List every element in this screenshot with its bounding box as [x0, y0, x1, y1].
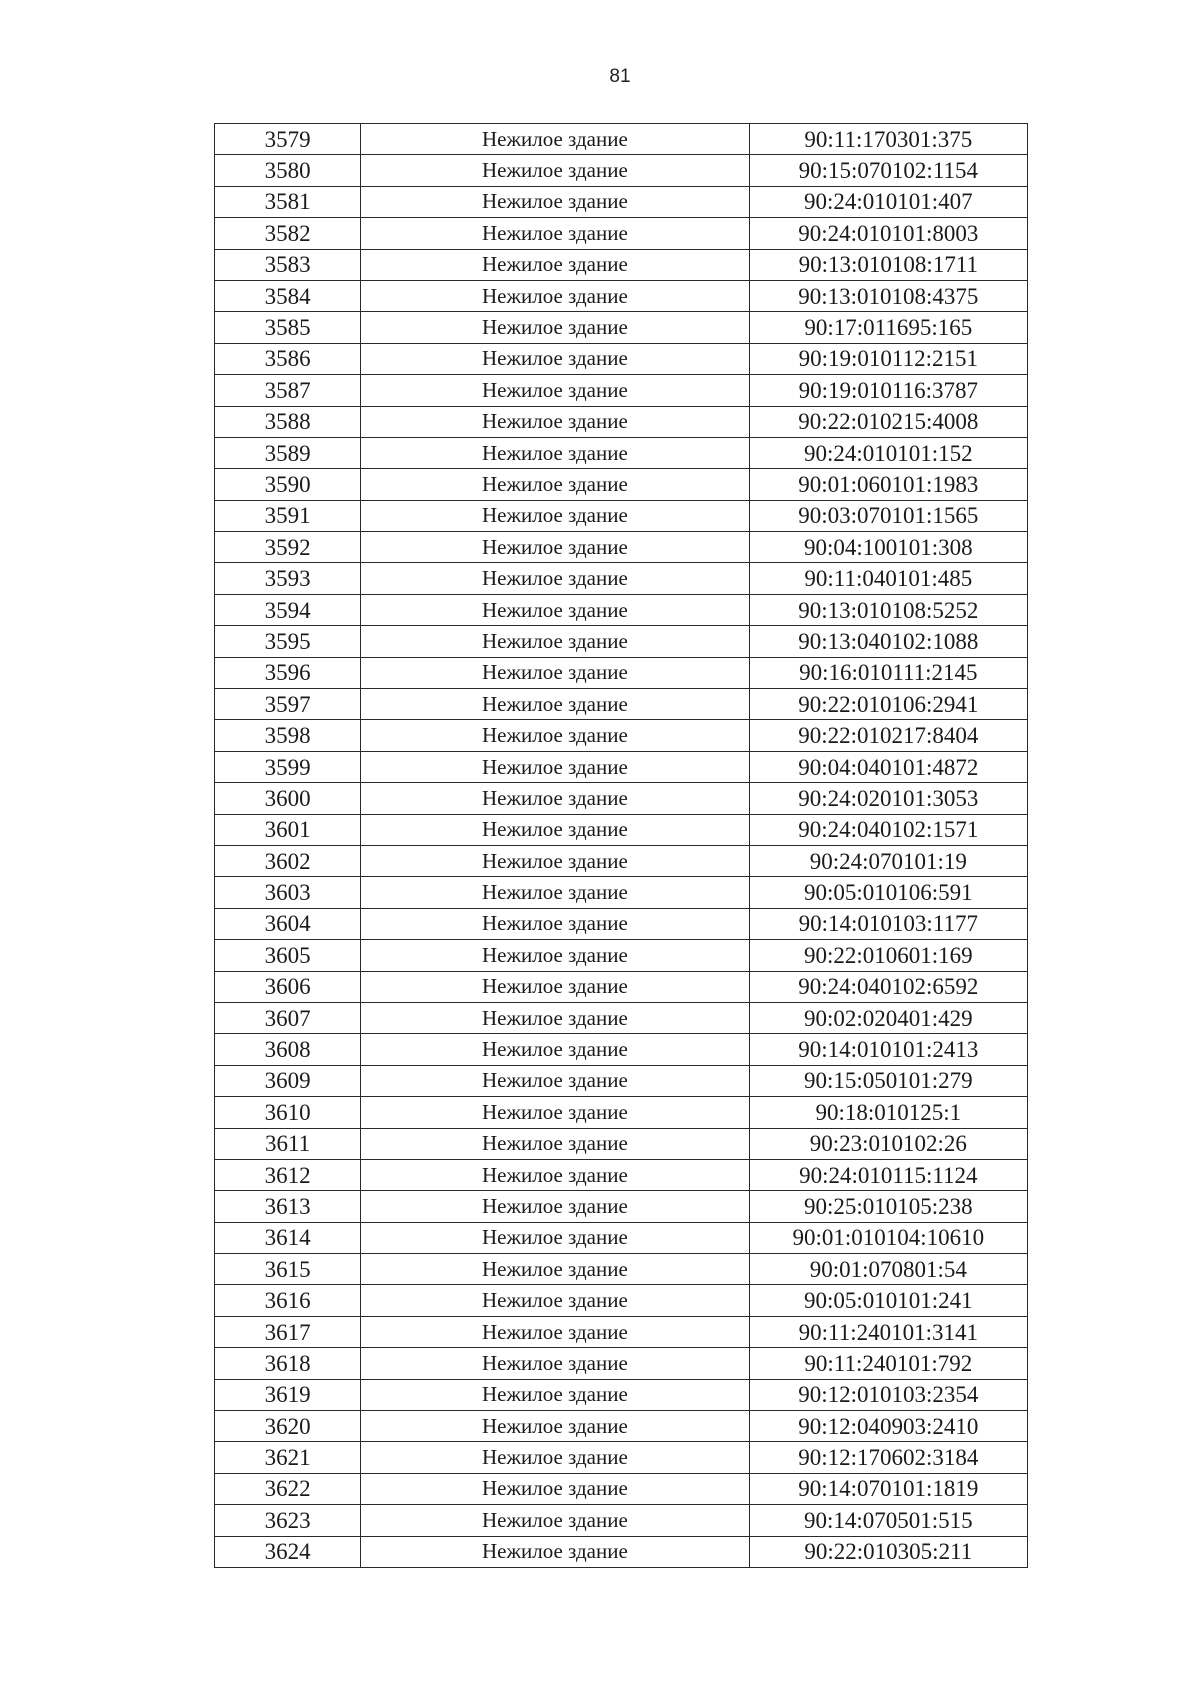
table-row — [215, 720, 1028, 751]
object-type-cell: Нежилое здание — [361, 594, 749, 625]
table-row — [215, 940, 1028, 971]
row-number-cell: 3580 — [215, 155, 361, 186]
object-type-cell: Нежилое здание — [361, 1254, 749, 1285]
row-number-cell: 3607 — [215, 1002, 361, 1033]
cadastral-number-cell: 90:16:010111:2145 — [749, 657, 1027, 688]
cadastral-number-cell: 90:24:040102:6592 — [749, 971, 1027, 1002]
table-row — [215, 1097, 1028, 1128]
table-row — [215, 657, 1028, 688]
row-number-cell: 3620 — [215, 1411, 361, 1442]
table-row — [215, 1159, 1028, 1190]
cadastral-number-cell: 90:24:010101:8003 — [749, 218, 1027, 249]
table-row — [215, 1473, 1028, 1504]
table-row — [215, 1536, 1028, 1567]
table-row — [215, 312, 1028, 343]
table-row — [215, 1505, 1028, 1536]
cadastral-number-cell: 90:14:070501:515 — [749, 1505, 1027, 1536]
page-number: 81 — [609, 66, 631, 87]
cadastral-number-cell: 90:11:170301:375 — [749, 124, 1027, 155]
table-row — [215, 124, 1028, 155]
row-number-cell: 3596 — [215, 657, 361, 688]
object-type-cell: Нежилое здание — [361, 689, 749, 720]
table-row — [215, 437, 1028, 468]
object-type-cell: Нежилое здание — [361, 469, 749, 500]
object-type-cell: Нежилое здание — [361, 845, 749, 876]
object-type-cell: Нежилое здание — [361, 657, 749, 688]
cadastral-number-cell: 90:11:040101:485 — [749, 563, 1027, 594]
registry-table — [214, 123, 1028, 1568]
cadastral-number-cell: 90:15:050101:279 — [749, 1065, 1027, 1096]
cadastral-number-cell: 90:24:010101:152 — [749, 437, 1027, 468]
object-type-cell: Нежилое здание — [361, 1379, 749, 1410]
row-number-cell: 3622 — [215, 1473, 361, 1504]
row-number-cell: 3616 — [215, 1285, 361, 1316]
row-number-cell: 3595 — [215, 626, 361, 657]
cadastral-number-cell: 90:14:010101:2413 — [749, 1034, 1027, 1065]
object-type-cell: Нежилое здание — [361, 155, 749, 186]
table-row — [215, 1442, 1028, 1473]
row-number-cell: 3582 — [215, 218, 361, 249]
object-type-cell: Нежилое здание — [361, 626, 749, 657]
row-number-cell: 3593 — [215, 563, 361, 594]
table-row — [215, 1379, 1028, 1410]
object-type-cell: Нежилое здание — [361, 1442, 749, 1473]
cadastral-number-cell: 90:22:010601:169 — [749, 940, 1027, 971]
object-type-cell: Нежилое здание — [361, 375, 749, 406]
cadastral-number-cell: 90:22:010217:8404 — [749, 720, 1027, 751]
table-row — [215, 1285, 1028, 1316]
object-type-cell: Нежилое здание — [361, 1505, 749, 1536]
row-number-cell: 3585 — [215, 312, 361, 343]
row-number-cell: 3609 — [215, 1065, 361, 1096]
row-number-cell: 3587 — [215, 375, 361, 406]
row-number-cell: 3590 — [215, 469, 361, 500]
registry-table-body — [215, 124, 1028, 1568]
cadastral-number-cell: 90:18:010125:1 — [749, 1097, 1027, 1128]
object-type-cell: Нежилое здание — [361, 1473, 749, 1504]
cadastral-number-cell: 90:17:011695:165 — [749, 312, 1027, 343]
cadastral-number-cell: 90:01:070801:54 — [749, 1254, 1027, 1285]
cadastral-number-cell: 90:11:240101:3141 — [749, 1316, 1027, 1347]
cadastral-number-cell: 90:12:010103:2354 — [749, 1379, 1027, 1410]
cadastral-number-cell: 90:24:010101:407 — [749, 186, 1027, 217]
table-row — [215, 406, 1028, 437]
row-number-cell: 3598 — [215, 720, 361, 751]
table-row — [215, 814, 1028, 845]
cadastral-number-cell: 90:12:040903:2410 — [749, 1411, 1027, 1442]
row-number-cell: 3612 — [215, 1159, 361, 1190]
table-row — [215, 1065, 1028, 1096]
row-number-cell: 3594 — [215, 594, 361, 625]
object-type-cell: Нежилое здание — [361, 720, 749, 751]
object-type-cell: Нежилое здание — [361, 1128, 749, 1159]
table-row — [215, 971, 1028, 1002]
table-row — [215, 908, 1028, 939]
cadastral-number-cell: 90:03:070101:1565 — [749, 500, 1027, 531]
object-type-cell: Нежилое здание — [361, 877, 749, 908]
row-number-cell: 3591 — [215, 500, 361, 531]
object-type-cell: Нежилое здание — [361, 532, 749, 563]
table-row — [215, 1348, 1028, 1379]
table-row — [215, 532, 1028, 563]
cadastral-number-cell: 90:23:010102:26 — [749, 1128, 1027, 1159]
table-row — [215, 1002, 1028, 1033]
cadastral-number-cell: 90:05:010101:241 — [749, 1285, 1027, 1316]
object-type-cell: Нежилое здание — [361, 1097, 749, 1128]
object-type-cell: Нежилое здание — [361, 1536, 749, 1567]
object-type-cell: Нежилое здание — [361, 751, 749, 782]
table-row — [215, 563, 1028, 594]
row-number-cell: 3579 — [215, 124, 361, 155]
row-number-cell: 3581 — [215, 186, 361, 217]
cadastral-number-cell: 90:22:010305:211 — [749, 1536, 1027, 1567]
table-row — [215, 186, 1028, 217]
row-number-cell: 3599 — [215, 751, 361, 782]
cadastral-number-cell: 90:24:010115:1124 — [749, 1159, 1027, 1190]
cadastral-number-cell: 90:24:020101:3053 — [749, 783, 1027, 814]
cadastral-number-cell: 90:04:040101:4872 — [749, 751, 1027, 782]
cadastral-number-cell: 90:14:070101:1819 — [749, 1473, 1027, 1504]
row-number-cell: 3617 — [215, 1316, 361, 1347]
table-row — [215, 626, 1028, 657]
row-number-cell: 3610 — [215, 1097, 361, 1128]
row-number-cell: 3606 — [215, 971, 361, 1002]
row-number-cell: 3589 — [215, 437, 361, 468]
row-number-cell: 3618 — [215, 1348, 361, 1379]
object-type-cell: Нежилое здание — [361, 218, 749, 249]
table-row — [215, 218, 1028, 249]
cadastral-number-cell: 90:13:040102:1088 — [749, 626, 1027, 657]
cadastral-number-cell: 90:22:010106:2941 — [749, 689, 1027, 720]
row-number-cell: 3583 — [215, 249, 361, 280]
cadastral-number-cell: 90:14:010103:1177 — [749, 908, 1027, 939]
row-number-cell: 3604 — [215, 908, 361, 939]
object-type-cell: Нежилое здание — [361, 1348, 749, 1379]
table-row — [215, 783, 1028, 814]
row-number-cell: 3621 — [215, 1442, 361, 1473]
table-row — [215, 343, 1028, 374]
object-type-cell: Нежилое здание — [361, 280, 749, 311]
table-row — [215, 594, 1028, 625]
object-type-cell: Нежилое здание — [361, 1285, 749, 1316]
cadastral-number-cell: 90:19:010116:3787 — [749, 375, 1027, 406]
object-type-cell: Нежилое здание — [361, 249, 749, 280]
cadastral-number-cell: 90:24:070101:19 — [749, 845, 1027, 876]
cadastral-number-cell: 90:13:010108:1711 — [749, 249, 1027, 280]
row-number-cell: 3603 — [215, 877, 361, 908]
object-type-cell: Нежилое здание — [361, 814, 749, 845]
object-type-cell: Нежилое здание — [361, 971, 749, 1002]
object-type-cell: Нежилое здание — [361, 1411, 749, 1442]
table-row — [215, 500, 1028, 531]
object-type-cell: Нежилое здание — [361, 312, 749, 343]
cadastral-number-cell: 90:15:070102:1154 — [749, 155, 1027, 186]
table-row — [215, 751, 1028, 782]
object-type-cell: Нежилое здание — [361, 940, 749, 971]
cadastral-number-cell: 90:02:020401:429 — [749, 1002, 1027, 1033]
cadastral-number-cell: 90:19:010112:2151 — [749, 343, 1027, 374]
object-type-cell: Нежилое здание — [361, 1002, 749, 1033]
row-number-cell: 3614 — [215, 1222, 361, 1253]
object-type-cell: Нежилое здание — [361, 500, 749, 531]
table-row — [215, 1034, 1028, 1065]
object-type-cell: Нежилое здание — [361, 124, 749, 155]
row-number-cell: 3592 — [215, 532, 361, 563]
object-type-cell: Нежилое здание — [361, 1222, 749, 1253]
table-row — [215, 845, 1028, 876]
object-type-cell: Нежилое здание — [361, 1159, 749, 1190]
cadastral-number-cell: 90:13:010108:4375 — [749, 280, 1027, 311]
row-number-cell: 3586 — [215, 343, 361, 374]
cadastral-number-cell: 90:01:010104:10610 — [749, 1222, 1027, 1253]
table-row — [215, 155, 1028, 186]
row-number-cell: 3601 — [215, 814, 361, 845]
cadastral-number-cell: 90:22:010215:4008 — [749, 406, 1027, 437]
row-number-cell: 3613 — [215, 1191, 361, 1222]
row-number-cell: 3615 — [215, 1254, 361, 1285]
object-type-cell: Нежилое здание — [361, 343, 749, 374]
row-number-cell: 3611 — [215, 1128, 361, 1159]
table-row — [215, 1222, 1028, 1253]
table-row — [215, 1191, 1028, 1222]
cadastral-number-cell: 90:13:010108:5252 — [749, 594, 1027, 625]
table-row — [215, 249, 1028, 280]
object-type-cell: Нежилое здание — [361, 1191, 749, 1222]
object-type-cell: Нежилое здание — [361, 437, 749, 468]
table-row — [215, 280, 1028, 311]
table-row — [215, 877, 1028, 908]
cadastral-number-cell: 90:05:010106:591 — [749, 877, 1027, 908]
table-row — [215, 375, 1028, 406]
row-number-cell: 3588 — [215, 406, 361, 437]
cadastral-number-cell: 90:25:010105:238 — [749, 1191, 1027, 1222]
object-type-cell: Нежилое здание — [361, 783, 749, 814]
row-number-cell: 3624 — [215, 1536, 361, 1567]
row-number-cell: 3600 — [215, 783, 361, 814]
row-number-cell: 3602 — [215, 845, 361, 876]
row-number-cell: 3619 — [215, 1379, 361, 1410]
row-number-cell: 3584 — [215, 280, 361, 311]
cadastral-number-cell: 90:12:170602:3184 — [749, 1442, 1027, 1473]
table-row — [215, 1128, 1028, 1159]
row-number-cell: 3623 — [215, 1505, 361, 1536]
table-row — [215, 1411, 1028, 1442]
table-row — [215, 469, 1028, 500]
object-type-cell: Нежилое здание — [361, 1316, 749, 1347]
object-type-cell: Нежилое здание — [361, 186, 749, 217]
cadastral-number-cell: 90:24:040102:1571 — [749, 814, 1027, 845]
table-row — [215, 1316, 1028, 1347]
cadastral-number-cell: 90:11:240101:792 — [749, 1348, 1027, 1379]
table-row — [215, 1254, 1028, 1285]
cadastral-number-cell: 90:01:060101:1983 — [749, 469, 1027, 500]
row-number-cell: 3608 — [215, 1034, 361, 1065]
object-type-cell: Нежилое здание — [361, 1065, 749, 1096]
row-number-cell: 3605 — [215, 940, 361, 971]
object-type-cell: Нежилое здание — [361, 406, 749, 437]
object-type-cell: Нежилое здание — [361, 1034, 749, 1065]
cadastral-number-cell: 90:04:100101:308 — [749, 532, 1027, 563]
object-type-cell: Нежилое здание — [361, 563, 749, 594]
row-number-cell: 3597 — [215, 689, 361, 720]
table-row — [215, 689, 1028, 720]
object-type-cell: Нежилое здание — [361, 908, 749, 939]
